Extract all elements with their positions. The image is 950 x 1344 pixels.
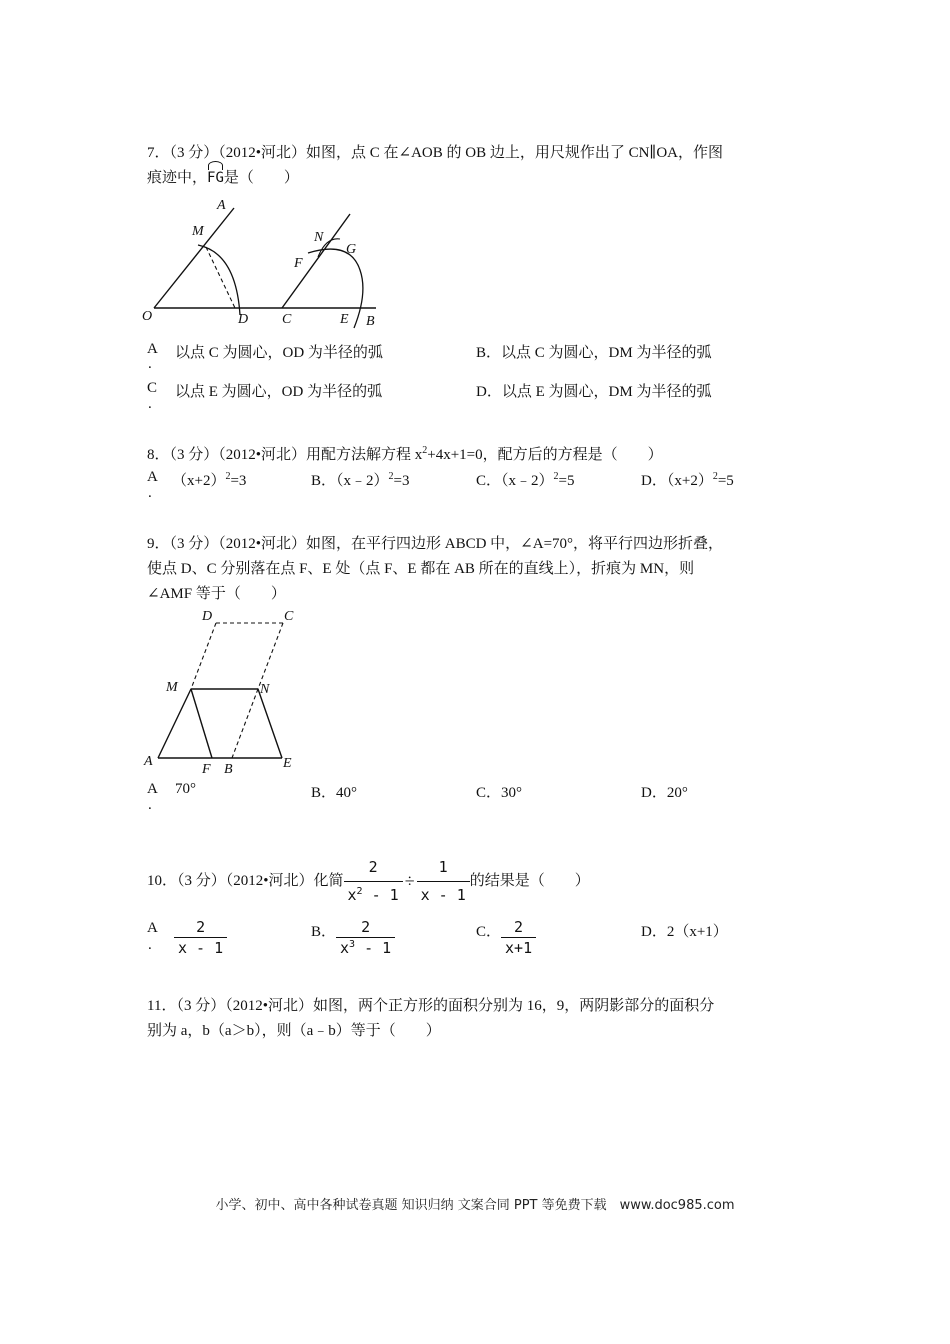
label-f: F [294, 256, 303, 271]
q8-option-c: C．（x﹣2）$^2$=5 [476, 471, 575, 489]
q7-stem-prefix: 痕迹中， [147, 170, 208, 186]
q10-option-b: B． $\frac{2}{x^3 - 1}$ [311, 918, 395, 957]
edge-am [158, 689, 191, 758]
label-e: E [283, 756, 292, 771]
q7-stem-line1: 7．（3 分）（2012•河北）如图，点 C 在∠AOB 的 OB 边上，用尺规作出了 CN∥OA，作图 [147, 145, 724, 161]
q10-stem: 10．（3 分）（2012•河北）化简 $\frac{2}{x^2 - 1}$ ÷ $\frac{1}{x - 1}$ 的结果是（ ） [147, 855, 590, 908]
q9-stem-line2: 使点 D、C 分别落在点 F、E 处（点 F、E 都在 AB 所在的直线上），折痕为 MN，则 [147, 561, 695, 577]
label-b: B [224, 762, 233, 775]
edge-nb [232, 689, 258, 758]
label-e: E [340, 312, 349, 327]
q8-stem: 8．（3 分）（2012•河北）用配方法解方程 $x^2+4x+1=0$，配方后的方程是（ ） [147, 445, 663, 463]
ray-cn [282, 214, 350, 308]
edge-cn [258, 623, 283, 689]
q9-stem-line3: ∠AMF 等于（ ） [147, 586, 286, 602]
q7-option-b: B．以点 C 为圆心，DM 为半径的弧 [476, 345, 712, 361]
q11-stem-line1: 11．（3 分）（2012•河北）如图，两个正方形的面积分别为 16，9，两阴影部分的面积分 [147, 998, 715, 1014]
q10-option-d: D．2（x+1） [641, 924, 728, 940]
q8-option-a: $(x+2)^2=3$ [172, 471, 247, 489]
q9-option-a: 70° [175, 781, 196, 797]
q10-option-a-letter: A [147, 920, 158, 936]
q8-option-d: D．$(x+2)^2=5$ [641, 471, 734, 489]
q7-stem-line2 [147, 166, 299, 191]
label-f: F [202, 762, 211, 775]
label-g: G [346, 242, 357, 257]
q9-figure [140, 603, 310, 775]
q10-fraction-2: $\frac{1}{x - 1}$ [417, 855, 470, 908]
label-o: O [142, 309, 153, 324]
edge-dm [191, 623, 216, 689]
q7-option-d: D．以点 E 为圆心，DM 为半径的弧 [476, 384, 712, 400]
edge-mf [191, 689, 212, 758]
label-c: C [284, 609, 294, 624]
division-sign: ÷ [404, 871, 415, 891]
q10-option-a: $\frac{2}{x - 1}$ [174, 918, 227, 957]
q7-figure [140, 195, 385, 330]
label-n: N [314, 230, 324, 245]
q7-option-c: 以点 E 为圆心，OD 为半径的弧 [175, 384, 383, 400]
q9-option-d: D．20° [641, 785, 688, 801]
label-m: M [192, 224, 204, 239]
arc-fg-symbol: FG [207, 166, 224, 191]
label-a: A [144, 754, 153, 769]
q7-option-a-letter: A [147, 341, 158, 357]
page-footer: 小学、初中、高中各种试卷真题 知识归纳 文案合同 PPT 等免费下载 www.doc985.com [215, 1198, 735, 1213]
q11-stem-line2: 别为 a，b（a＞b），则（a﹣b）等于（ ） [147, 1023, 441, 1039]
chord-md [206, 247, 235, 308]
q9-stem-line1: 9．（3 分）（2012•河北）如图，在平行四边形 ABCD 中，∠A=70°，将平行四边形折叠， [147, 536, 724, 552]
edge-ne [258, 689, 282, 758]
label-n: N [260, 682, 270, 697]
q9-option-a-letter: A [147, 781, 158, 797]
q8-option-a-letter: A [147, 469, 158, 485]
label-m: M [166, 680, 178, 695]
label-d: D [238, 312, 249, 327]
q9-option-c: C．30° [476, 785, 523, 801]
label-d: D [202, 609, 213, 624]
label-b: B [366, 314, 375, 329]
q10-option-c: C． $\frac{2}{x+1}$ [476, 918, 536, 957]
q7-stem-suffix: 是（ ） [223, 170, 299, 186]
label-a: A [217, 198, 226, 213]
label-c: C [282, 312, 292, 327]
q7-option-c-letter: C [147, 380, 158, 396]
q8-option-b: B．（x﹣2）$^2$=3 [311, 471, 410, 489]
q9-option-b: B．40° [311, 785, 358, 801]
q7-option-a: 以点 C 为圆心，OD 为半径的弧 [175, 345, 383, 361]
q10-fraction-1: $\frac{2}{x^2 - 1}$ [344, 855, 403, 908]
